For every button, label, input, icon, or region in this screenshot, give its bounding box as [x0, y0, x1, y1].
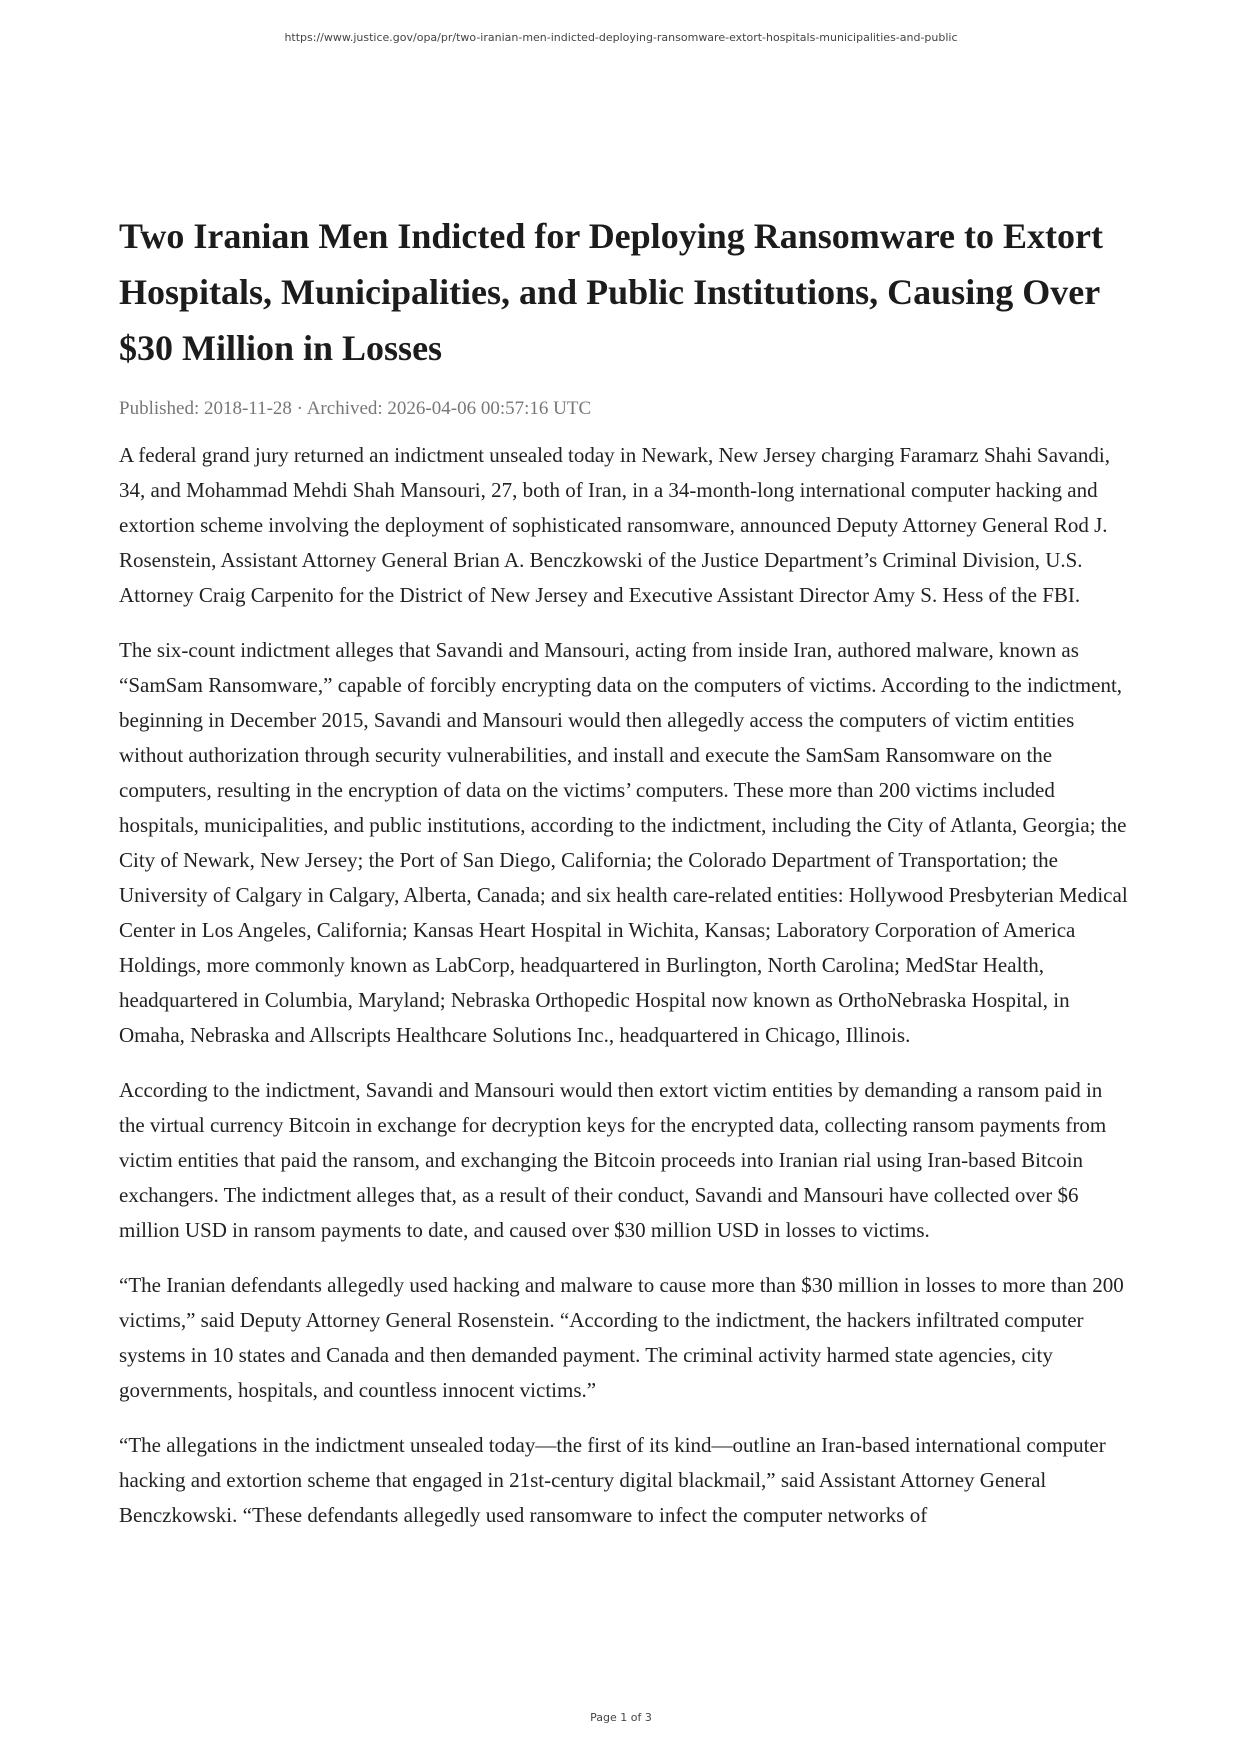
- article-meta: Published: 2018-11-28 · Archived: 2026-04-06 00:57:16 UTC: [119, 398, 592, 419]
- article-paragraph: “The allegations in the indictment unsealed today—the first of its kind—outline an Iran-based international computer hacking and extortion scheme that engaged in 21st-century digital blackmail,” said Assistant Attorney General Benczkowski. “These defendants allegedly used ransomware to infect the computer networks of: [119, 1433, 1106, 1527]
- article: [119, 208, 1129, 1553]
- article-paragraph: A federal grand jury returned an indictment unsealed today in Newark, New Jersey charging Faramarz Shahi Savandi, 34, and Mohammad Mehdi Shah Mansouri, 27, both of Iran, in a 34-month-long international computer hacking and extortion scheme involving the deployment of sophisticated ransomware, announced Deputy Attorney General Rod J. Rosenstein, Assistant Attorney General Brian A. Benczkowski of the Justice Department’s Criminal Division, U.S. Attorney Craig Carpenito for the District of New Jersey and Executive Assistant Director Amy S. Hess of the FBI.: [119, 443, 1110, 607]
- article-title: Two Iranian Men Indicted for Deploying Ransomware to Extort Hospitals, Municipalities, and Public Institutions, Causing Over $30 Million in Losses: [119, 216, 1103, 368]
- article-paragraph: “The Iranian defendants allegedly used hacking and malware to cause more than $30 million in losses to more than 200 victims,” said Deputy Attorney General Rosenstein. “According to the indictment, the hackers infiltrated computer systems in 10 states and Canada and then demanded payment. The criminal activity harmed state agencies, city governments, hospitals, and countless innocent victims.”: [119, 1273, 1124, 1402]
- source-url: https://www.justice.gov/opa/pr/two-iranian-men-indicted-deploying-ransomware-extort-hospitals-municipalities-and-public: [284, 31, 958, 44]
- article-paragraph: According to the indictment, Savandi and Mansouri would then extort victim entities by demanding a ransom paid in the virtual currency Bitcoin in exchange for decryption keys for the encrypted data, collecting ransom payments from victim entities that paid the ransom, and exchanging the Bitcoin proceeds into Iranian rial using Iran-based Bitcoin exchangers. The indictment alleges that, as a result of their conduct, Savandi and Mansouri have collected over $6 million USD in ransom payments to date, and caused over $30 million USD in losses to victims.: [119, 1078, 1107, 1242]
- article-paragraph: The six-count indictment alleges that Savandi and Mansouri, acting from inside Iran, authored malware, known as “SamSam Ransomware,” capable of forcibly encrypting data on the computers of victims. According to the indictment, beginning in December 2015, Savandi and Mansouri would then allegedly access the computers of victim entities without authorization through security vulnerabilities, and install and execute the SamSam Ransomware on the computers, resulting in the encryption of data on the victims’ computers. These more than 200 victims included hospitals, municipalities, and public institutions, according to the indictment, including the City of Atlanta, Georgia; the City of Newark, New Jersey; the Port of San Diego, California; the Colorado Department of Transportation; the University of Calgary in Calgary, Alberta, Canada; and six health care-related entities: Hollywood Presbyterian Medical Center in Los Angeles, California; Kansas Heart Hospital in Wichita, Kansas; Laboratory Corporation of America Holdings, more commonly known as LabCorp, headquartered in Burlington, North Carolina; MedStar Health, headquartered in Columbia, Maryland; Nebraska Orthopedic Hospital now known as OrthoNebraska Hospital, in Omaha, Nebraska and Allscripts Healthcare Solutions Inc., headquartered in Chicago, Illinois.: [119, 638, 1128, 1047]
- page-number: Page 1 of 3: [590, 1711, 652, 1724]
